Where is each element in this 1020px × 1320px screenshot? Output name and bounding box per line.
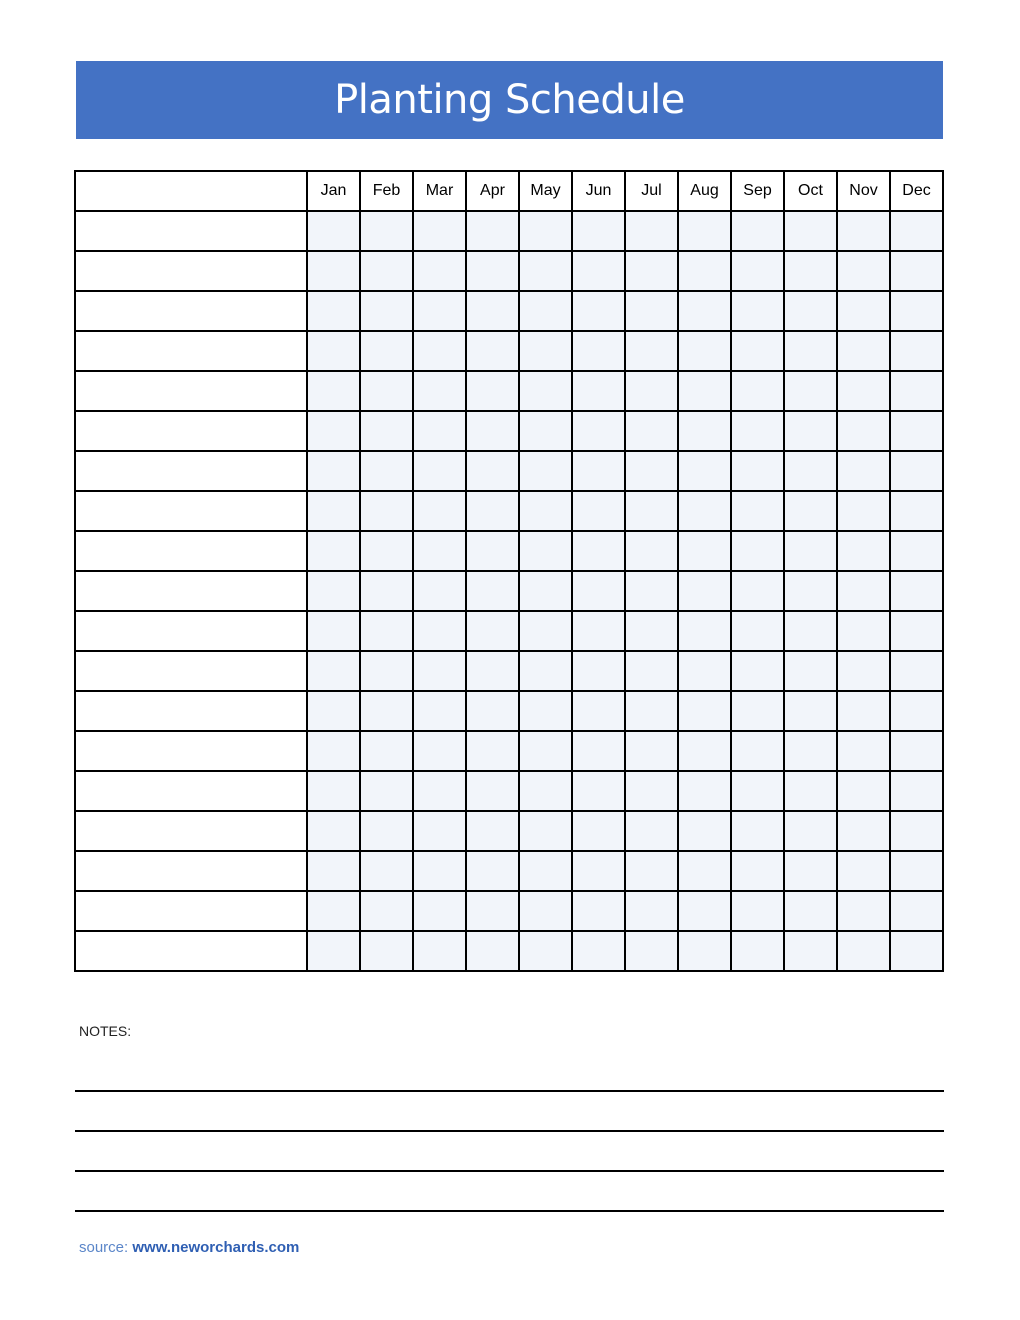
month-header-dec: Dec [890, 171, 943, 211]
month-cell-may[interactable] [519, 291, 572, 331]
month-cell-jul[interactable] [625, 531, 678, 571]
month-cell-oct[interactable] [784, 331, 837, 371]
month-cell-jul[interactable] [625, 451, 678, 491]
month-cell-oct[interactable] [784, 851, 837, 891]
month-cell-aug[interactable] [678, 851, 731, 891]
month-header-sep: Sep [731, 171, 784, 211]
plant-name-cell[interactable] [75, 731, 307, 771]
month-cell-sep[interactable] [731, 531, 784, 571]
plant-name-cell[interactable] [75, 931, 307, 971]
month-cell-dec[interactable] [890, 411, 943, 451]
month-cell-dec[interactable] [890, 451, 943, 491]
month-cell-sep[interactable] [731, 251, 784, 291]
table-row [75, 531, 943, 571]
month-cell-oct[interactable] [784, 211, 837, 251]
month-cell-jun[interactable] [572, 611, 625, 651]
month-header-oct: Oct [784, 171, 837, 211]
month-cell-mar[interactable] [413, 251, 466, 291]
month-cell-jul[interactable] [625, 771, 678, 811]
month-cell-apr[interactable] [466, 811, 519, 851]
month-cell-nov[interactable] [837, 931, 890, 971]
month-cell-feb[interactable] [360, 771, 413, 811]
month-cell-dec[interactable] [890, 891, 943, 931]
month-cell-sep[interactable] [731, 931, 784, 971]
month-header-nov: Nov [837, 171, 890, 211]
source-link[interactable]: www.neworchards.com [132, 1239, 300, 1256]
plant-name-cell[interactable] [75, 771, 307, 811]
month-cell-jun[interactable] [572, 251, 625, 291]
notes-line[interactable] [75, 1210, 944, 1212]
month-cell-apr[interactable] [466, 331, 519, 371]
month-cell-aug[interactable] [678, 731, 731, 771]
month-cell-apr[interactable] [466, 411, 519, 451]
month-cell-aug[interactable] [678, 211, 731, 251]
plant-name-cell[interactable] [75, 451, 307, 491]
month-cell-sep[interactable] [731, 211, 784, 251]
month-cell-mar[interactable] [413, 531, 466, 571]
month-header-apr: Apr [466, 171, 519, 211]
month-cell-jun[interactable] [572, 291, 625, 331]
month-cell-dec[interactable] [890, 611, 943, 651]
notes-line[interactable] [75, 1090, 944, 1092]
month-cell-feb[interactable] [360, 531, 413, 571]
month-cell-nov[interactable] [837, 251, 890, 291]
month-cell-jun[interactable] [572, 771, 625, 811]
month-cell-feb[interactable] [360, 731, 413, 771]
month-cell-aug[interactable] [678, 491, 731, 531]
month-cell-jan[interactable] [307, 531, 360, 571]
plant-name-cell[interactable] [75, 251, 307, 291]
month-cell-may[interactable] [519, 851, 572, 891]
table-row [75, 491, 943, 531]
month-cell-mar[interactable] [413, 571, 466, 611]
month-cell-apr[interactable] [466, 251, 519, 291]
month-cell-aug[interactable] [678, 891, 731, 931]
month-cell-feb[interactable] [360, 491, 413, 531]
table-row [75, 811, 943, 851]
month-cell-jan[interactable] [307, 411, 360, 451]
month-cell-may[interactable] [519, 531, 572, 571]
month-cell-jan[interactable] [307, 931, 360, 971]
table-row [75, 931, 943, 971]
month-cell-nov[interactable] [837, 331, 890, 371]
month-cell-sep[interactable] [731, 451, 784, 491]
month-cell-nov[interactable] [837, 211, 890, 251]
month-cell-sep[interactable] [731, 611, 784, 651]
month-cell-jan[interactable] [307, 491, 360, 531]
month-cell-oct[interactable] [784, 451, 837, 491]
month-cell-mar[interactable] [413, 291, 466, 331]
month-cell-jan[interactable] [307, 251, 360, 291]
month-cell-may[interactable] [519, 731, 572, 771]
month-cell-aug[interactable] [678, 451, 731, 491]
month-cell-jul[interactable] [625, 691, 678, 731]
month-header-feb: Feb [360, 171, 413, 211]
month-cell-dec[interactable] [890, 571, 943, 611]
month-cell-jan[interactable] [307, 771, 360, 811]
month-cell-jun[interactable] [572, 931, 625, 971]
plant-name-cell[interactable] [75, 211, 307, 251]
month-cell-sep[interactable] [731, 771, 784, 811]
month-cell-nov[interactable] [837, 371, 890, 411]
month-header-may: May [519, 171, 572, 211]
month-cell-feb[interactable] [360, 691, 413, 731]
month-cell-nov[interactable] [837, 491, 890, 531]
month-cell-nov[interactable] [837, 891, 890, 931]
month-cell-feb[interactable] [360, 611, 413, 651]
month-cell-mar[interactable] [413, 651, 466, 691]
month-cell-jan[interactable] [307, 211, 360, 251]
month-cell-apr[interactable] [466, 771, 519, 811]
month-cell-jan[interactable] [307, 331, 360, 371]
month-cell-may[interactable] [519, 571, 572, 611]
table-row [75, 451, 943, 491]
month-cell-aug[interactable] [678, 531, 731, 571]
month-cell-sep[interactable] [731, 491, 784, 531]
plant-name-cell[interactable] [75, 571, 307, 611]
source-credit [79, 1239, 299, 1256]
month-cell-may[interactable] [519, 371, 572, 411]
month-cell-jun[interactable] [572, 371, 625, 411]
month-cell-sep[interactable] [731, 731, 784, 771]
month-cell-may[interactable] [519, 251, 572, 291]
table-row [75, 891, 943, 931]
month-cell-jul[interactable] [625, 291, 678, 331]
month-cell-feb[interactable] [360, 371, 413, 411]
month-cell-sep[interactable] [731, 571, 784, 611]
month-cell-mar[interactable] [413, 331, 466, 371]
month-cell-dec[interactable] [890, 491, 943, 531]
month-cell-may[interactable] [519, 771, 572, 811]
month-cell-oct[interactable] [784, 411, 837, 451]
month-cell-dec[interactable] [890, 291, 943, 331]
month-cell-nov[interactable] [837, 851, 890, 891]
month-cell-oct[interactable] [784, 891, 837, 931]
month-cell-aug[interactable] [678, 411, 731, 451]
month-cell-sep[interactable] [731, 811, 784, 851]
table-row [75, 211, 943, 251]
notes-label: NOTES: [79, 1023, 132, 1039]
month-cell-apr[interactable] [466, 451, 519, 491]
month-cell-apr[interactable] [466, 531, 519, 571]
month-cell-feb[interactable] [360, 931, 413, 971]
month-cell-mar[interactable] [413, 411, 466, 451]
plant-name-cell[interactable] [75, 331, 307, 371]
month-cell-nov[interactable] [837, 691, 890, 731]
month-cell-feb[interactable] [360, 291, 413, 331]
plant-name-cell[interactable] [75, 611, 307, 651]
month-cell-jun[interactable] [572, 211, 625, 251]
month-cell-jan[interactable] [307, 851, 360, 891]
month-cell-dec[interactable] [890, 331, 943, 371]
month-cell-aug[interactable] [678, 571, 731, 611]
month-cell-feb[interactable] [360, 851, 413, 891]
month-cell-jul[interactable] [625, 251, 678, 291]
month-cell-oct[interactable] [784, 651, 837, 691]
month-cell-jul[interactable] [625, 371, 678, 411]
month-header-jul: Jul [625, 171, 678, 211]
month-cell-nov[interactable] [837, 411, 890, 451]
month-cell-jan[interactable] [307, 371, 360, 411]
month-cell-jul[interactable] [625, 851, 678, 891]
month-cell-jul[interactable] [625, 731, 678, 771]
plant-name-cell[interactable] [75, 651, 307, 691]
table-row [75, 291, 943, 331]
month-cell-sep[interactable] [731, 651, 784, 691]
month-cell-jan[interactable] [307, 691, 360, 731]
month-cell-apr[interactable] [466, 371, 519, 411]
notes-line[interactable] [75, 1130, 944, 1132]
table-row [75, 691, 943, 731]
month-cell-oct[interactable] [784, 931, 837, 971]
month-cell-jul[interactable] [625, 811, 678, 851]
table-row [75, 851, 943, 891]
month-cell-jun[interactable] [572, 411, 625, 451]
month-cell-aug[interactable] [678, 691, 731, 731]
plant-name-cell[interactable] [75, 891, 307, 931]
month-cell-may[interactable] [519, 451, 572, 491]
month-cell-may[interactable] [519, 811, 572, 851]
month-cell-dec[interactable] [890, 731, 943, 771]
notes-line[interactable] [75, 1170, 944, 1172]
table-row [75, 651, 943, 691]
month-cell-jun[interactable] [572, 851, 625, 891]
header-row [75, 171, 943, 211]
month-cell-jun[interactable] [572, 891, 625, 931]
month-cell-jul[interactable] [625, 611, 678, 651]
month-cell-apr[interactable] [466, 571, 519, 611]
schedule-table [74, 170, 944, 972]
month-cell-dec[interactable] [890, 691, 943, 731]
month-cell-jul[interactable] [625, 211, 678, 251]
month-cell-dec[interactable] [890, 531, 943, 571]
month-cell-aug[interactable] [678, 291, 731, 331]
month-cell-feb[interactable] [360, 891, 413, 931]
table-row [75, 411, 943, 451]
month-cell-feb[interactable] [360, 411, 413, 451]
month-cell-mar[interactable] [413, 771, 466, 811]
month-cell-apr[interactable] [466, 211, 519, 251]
month-cell-aug[interactable] [678, 371, 731, 411]
month-cell-sep[interactable] [731, 291, 784, 331]
month-cell-feb[interactable] [360, 331, 413, 371]
month-cell-jul[interactable] [625, 331, 678, 371]
month-cell-oct[interactable] [784, 251, 837, 291]
month-cell-jun[interactable] [572, 731, 625, 771]
month-cell-jan[interactable] [307, 291, 360, 331]
month-cell-aug[interactable] [678, 331, 731, 371]
month-cell-oct[interactable] [784, 571, 837, 611]
month-cell-apr[interactable] [466, 491, 519, 531]
table-row [75, 771, 943, 811]
month-cell-mar[interactable] [413, 811, 466, 851]
month-cell-mar[interactable] [413, 451, 466, 491]
month-cell-apr[interactable] [466, 851, 519, 891]
month-cell-dec[interactable] [890, 651, 943, 691]
month-cell-feb[interactable] [360, 451, 413, 491]
month-cell-jan[interactable] [307, 571, 360, 611]
month-cell-jun[interactable] [572, 691, 625, 731]
month-cell-jun[interactable] [572, 811, 625, 851]
month-cell-mar[interactable] [413, 611, 466, 651]
month-cell-mar[interactable] [413, 731, 466, 771]
month-cell-jun[interactable] [572, 491, 625, 531]
month-cell-aug[interactable] [678, 251, 731, 291]
month-cell-apr[interactable] [466, 931, 519, 971]
table-row [75, 251, 943, 291]
month-cell-mar[interactable] [413, 491, 466, 531]
month-cell-dec[interactable] [890, 251, 943, 291]
plant-name-cell[interactable] [75, 371, 307, 411]
month-cell-dec[interactable] [890, 371, 943, 411]
month-cell-aug[interactable] [678, 931, 731, 971]
month-cell-nov[interactable] [837, 811, 890, 851]
month-cell-may[interactable] [519, 891, 572, 931]
table-row [75, 731, 943, 771]
month-cell-apr[interactable] [466, 891, 519, 931]
month-cell-nov[interactable] [837, 611, 890, 651]
source-label: source: [79, 1239, 133, 1256]
plant-name-cell[interactable] [75, 691, 307, 731]
plant-name-cell[interactable] [75, 851, 307, 891]
month-cell-mar[interactable] [413, 691, 466, 731]
month-cell-oct[interactable] [784, 691, 837, 731]
table-row [75, 371, 943, 411]
title-bar [76, 61, 943, 139]
plant-name-cell[interactable] [75, 531, 307, 571]
month-cell-jun[interactable] [572, 531, 625, 571]
month-cell-may[interactable] [519, 331, 572, 371]
month-cell-may[interactable] [519, 931, 572, 971]
month-cell-nov[interactable] [837, 731, 890, 771]
month-cell-feb[interactable] [360, 571, 413, 611]
month-cell-jan[interactable] [307, 731, 360, 771]
month-cell-dec[interactable] [890, 851, 943, 891]
month-cell-jul[interactable] [625, 651, 678, 691]
month-cell-nov[interactable] [837, 451, 890, 491]
month-cell-feb[interactable] [360, 651, 413, 691]
month-cell-jul[interactable] [625, 891, 678, 931]
month-header-mar: Mar [413, 171, 466, 211]
month-cell-nov[interactable] [837, 531, 890, 571]
month-cell-mar[interactable] [413, 931, 466, 971]
month-cell-jan[interactable] [307, 611, 360, 651]
month-cell-feb[interactable] [360, 251, 413, 291]
month-cell-jul[interactable] [625, 931, 678, 971]
month-cell-apr[interactable] [466, 731, 519, 771]
month-cell-sep[interactable] [731, 891, 784, 931]
month-cell-may[interactable] [519, 211, 572, 251]
month-cell-sep[interactable] [731, 331, 784, 371]
month-cell-mar[interactable] [413, 891, 466, 931]
month-cell-apr[interactable] [466, 291, 519, 331]
month-cell-nov[interactable] [837, 291, 890, 331]
month-cell-oct[interactable] [784, 491, 837, 531]
month-cell-sep[interactable] [731, 411, 784, 451]
table-row [75, 331, 943, 371]
month-cell-feb[interactable] [360, 811, 413, 851]
month-cell-aug[interactable] [678, 611, 731, 651]
month-cell-apr[interactable] [466, 651, 519, 691]
month-cell-jan[interactable] [307, 891, 360, 931]
month-cell-may[interactable] [519, 491, 572, 531]
month-cell-mar[interactable] [413, 371, 466, 411]
month-cell-mar[interactable] [413, 851, 466, 891]
month-cell-jun[interactable] [572, 451, 625, 491]
month-cell-nov[interactable] [837, 651, 890, 691]
month-cell-may[interactable] [519, 691, 572, 731]
table-row [75, 611, 943, 651]
plant-name-cell[interactable] [75, 491, 307, 531]
month-cell-oct[interactable] [784, 371, 837, 411]
month-cell-dec[interactable] [890, 931, 943, 971]
month-cell-jan[interactable] [307, 811, 360, 851]
month-cell-aug[interactable] [678, 811, 731, 851]
month-cell-dec[interactable] [890, 771, 943, 811]
month-cell-jan[interactable] [307, 651, 360, 691]
month-cell-oct[interactable] [784, 291, 837, 331]
month-cell-feb[interactable] [360, 211, 413, 251]
month-cell-mar[interactable] [413, 211, 466, 251]
month-cell-nov[interactable] [837, 571, 890, 611]
month-cell-jun[interactable] [572, 651, 625, 691]
month-cell-dec[interactable] [890, 811, 943, 851]
month-cell-may[interactable] [519, 611, 572, 651]
month-cell-may[interactable] [519, 651, 572, 691]
month-cell-oct[interactable] [784, 811, 837, 851]
month-cell-apr[interactable] [466, 691, 519, 731]
month-cell-jul[interactable] [625, 491, 678, 531]
month-cell-dec[interactable] [890, 211, 943, 251]
month-cell-sep[interactable] [731, 371, 784, 411]
plant-name-cell[interactable] [75, 411, 307, 451]
month-header-aug: Aug [678, 171, 731, 211]
month-cell-sep[interactable] [731, 851, 784, 891]
month-cell-jan[interactable] [307, 451, 360, 491]
month-header-jun: Jun [572, 171, 625, 211]
plant-column-header [75, 171, 307, 211]
month-cell-jul[interactable] [625, 571, 678, 611]
month-cell-oct[interactable] [784, 531, 837, 571]
month-cell-oct[interactable] [784, 731, 837, 771]
table-row [75, 571, 943, 611]
month-cell-sep[interactable] [731, 691, 784, 731]
month-cell-jun[interactable] [572, 571, 625, 611]
month-header-jan: Jan [307, 171, 360, 211]
month-cell-jun[interactable] [572, 331, 625, 371]
month-cell-may[interactable] [519, 411, 572, 451]
plant-name-cell[interactable] [75, 291, 307, 331]
month-cell-apr[interactable] [466, 611, 519, 651]
month-cell-nov[interactable] [837, 771, 890, 811]
page-title: Planting Schedule [334, 77, 685, 123]
month-cell-aug[interactable] [678, 771, 731, 811]
month-cell-oct[interactable] [784, 611, 837, 651]
plant-name-cell[interactable] [75, 811, 307, 851]
month-cell-oct[interactable] [784, 771, 837, 811]
month-cell-aug[interactable] [678, 651, 731, 691]
month-cell-jul[interactable] [625, 411, 678, 451]
